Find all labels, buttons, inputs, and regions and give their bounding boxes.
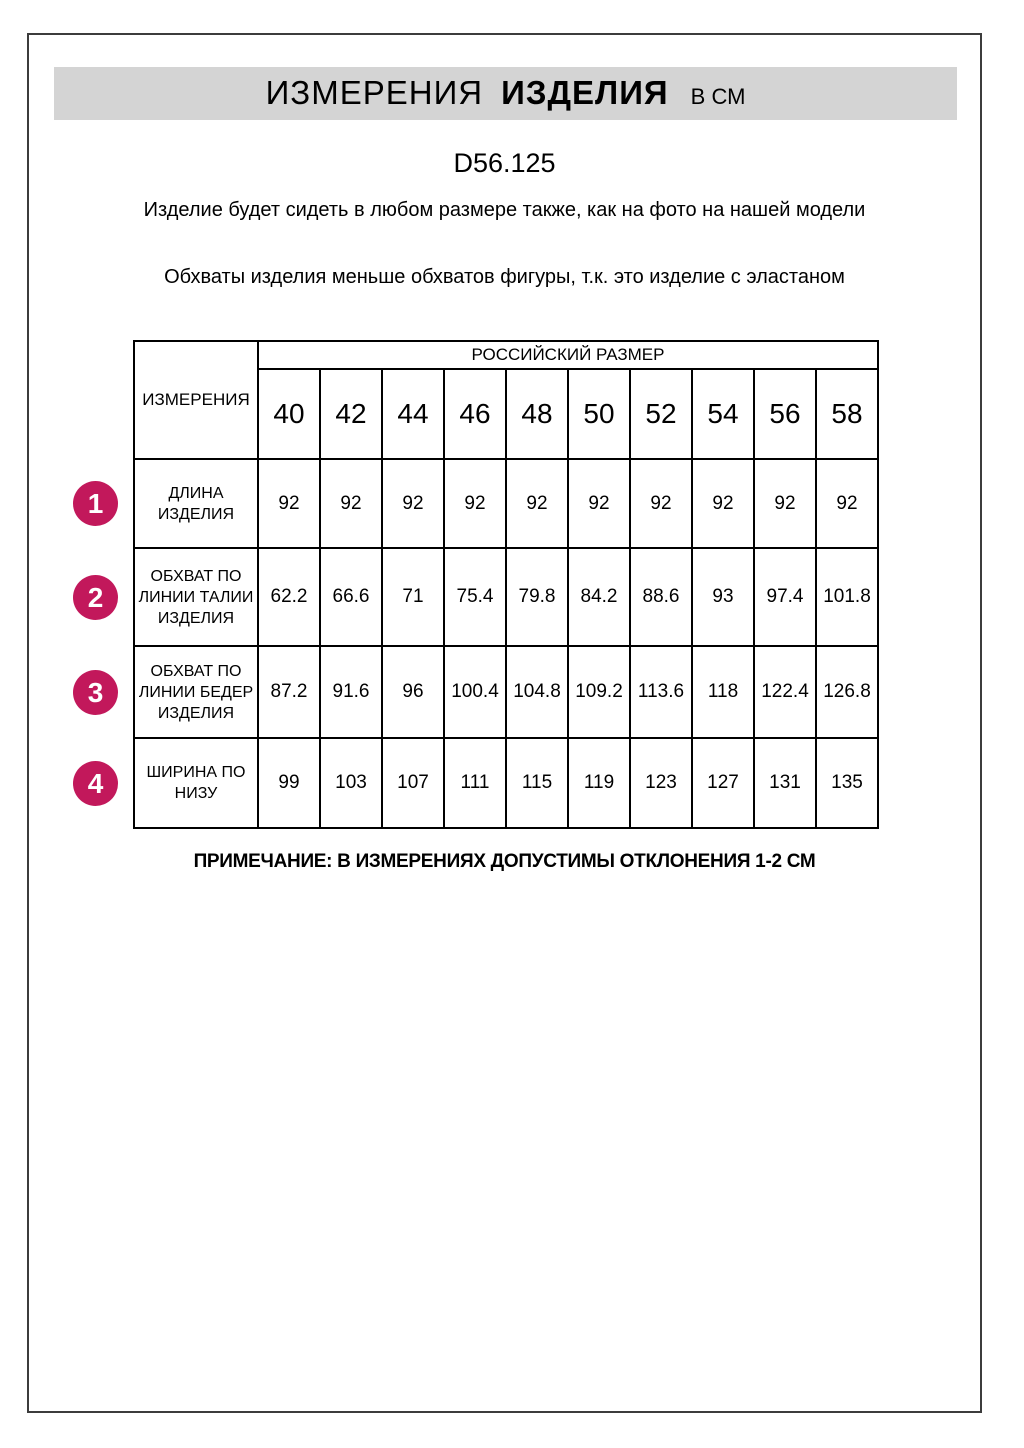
row-number-badge: 3 [73, 670, 118, 715]
measurement-label: ДЛИНА ИЗДЕЛИЯ [134, 459, 258, 548]
value-cell: 96 [382, 646, 444, 738]
value-cell: 109.2 [568, 646, 630, 738]
value-cell: 118 [692, 646, 754, 738]
value-cell: 131 [754, 738, 816, 828]
value-cell: 97.4 [754, 548, 816, 646]
table-row [134, 646, 878, 738]
value-cell: 107 [382, 738, 444, 828]
row-number-badge: 1 [73, 481, 118, 526]
value-cell: 75.4 [444, 548, 506, 646]
value-cell: 84.2 [568, 548, 630, 646]
value-cell: 101.8 [816, 548, 878, 646]
size-col-header: 54 [692, 369, 754, 459]
value-cell: 104.8 [506, 646, 568, 738]
size-col-header: 46 [444, 369, 506, 459]
value-cell: 92 [444, 459, 506, 548]
value-cell: 92 [258, 459, 320, 548]
value-cell: 115 [506, 738, 568, 828]
size-col-header: 50 [568, 369, 630, 459]
value-cell: 111 [444, 738, 506, 828]
value-cell: 103 [320, 738, 382, 828]
value-cell: 92 [754, 459, 816, 548]
size-group-header: РОССИЙСКИЙ РАЗМЕР [258, 341, 878, 369]
title-emphasis: ИЗДЕЛИЯ [501, 74, 669, 111]
value-cell: 99 [258, 738, 320, 828]
value-cell: 62.2 [258, 548, 320, 646]
value-cell: 71 [382, 548, 444, 646]
size-col-header: 56 [754, 369, 816, 459]
table-row [134, 548, 878, 646]
size-col-header: 52 [630, 369, 692, 459]
size-col-header: 44 [382, 369, 444, 459]
value-cell: 93 [692, 548, 754, 646]
measurement-label: ОБХВАТ ПО ЛИНИИ ТАЛИИ ИЗДЕЛИЯ [134, 548, 258, 646]
document-page [27, 33, 982, 1413]
title-main: ИЗМЕРЕНИЯ [265, 74, 484, 111]
size-col-header: 48 [506, 369, 568, 459]
value-cell: 92 [630, 459, 692, 548]
value-cell: 126.8 [816, 646, 878, 738]
value-cell: 92 [816, 459, 878, 548]
size-col-header: 40 [258, 369, 320, 459]
value-cell: 79.8 [506, 548, 568, 646]
value-cell: 92 [568, 459, 630, 548]
value-cell: 113.6 [630, 646, 692, 738]
title-unit: В СМ [690, 84, 746, 109]
measurements-table [133, 340, 879, 829]
value-cell: 91.6 [320, 646, 382, 738]
value-cell: 123 [630, 738, 692, 828]
size-col-header: 42 [320, 369, 382, 459]
table-row [134, 459, 878, 548]
value-cell: 119 [568, 738, 630, 828]
value-cell: 92 [382, 459, 444, 548]
intro-paragraph-2: Обхваты изделия меньше обхватов фигуры, т.к. это изделие с эластаном [164, 266, 845, 288]
value-cell: 87.2 [258, 646, 320, 738]
value-cell: 122.4 [754, 646, 816, 738]
title-band [54, 67, 957, 120]
measurement-label: ОБХВАТ ПО ЛИНИИ БЕДЕР ИЗДЕЛИЯ [134, 646, 258, 738]
value-cell: 88.6 [630, 548, 692, 646]
value-cell: 92 [320, 459, 382, 548]
value-cell: 100.4 [444, 646, 506, 738]
row-number-badge: 4 [73, 761, 118, 806]
size-col-header: 58 [816, 369, 878, 459]
value-cell: 92 [692, 459, 754, 548]
value-cell: 92 [506, 459, 568, 548]
row-number-badge: 2 [73, 575, 118, 620]
table-row [134, 738, 878, 828]
value-cell: 66.6 [320, 548, 382, 646]
value-cell: 135 [816, 738, 878, 828]
tolerance-note: ПРИМЕЧАНИЕ: В ИЗМЕРЕНИЯХ ДОПУСТИМЫ ОТКЛОНЕНИЯ 1-2 СМ [193, 851, 816, 872]
measurement-label: ШИРИНА ПО НИЗУ [134, 738, 258, 828]
value-cell: 127 [692, 738, 754, 828]
intro-paragraph-1: Изделие будет сидеть в любом размере также, как на фото на нашей модели [143, 199, 866, 221]
model-code: D56.125 [453, 148, 556, 178]
table-corner-header: ИЗМЕРЕНИЯ [134, 341, 258, 459]
